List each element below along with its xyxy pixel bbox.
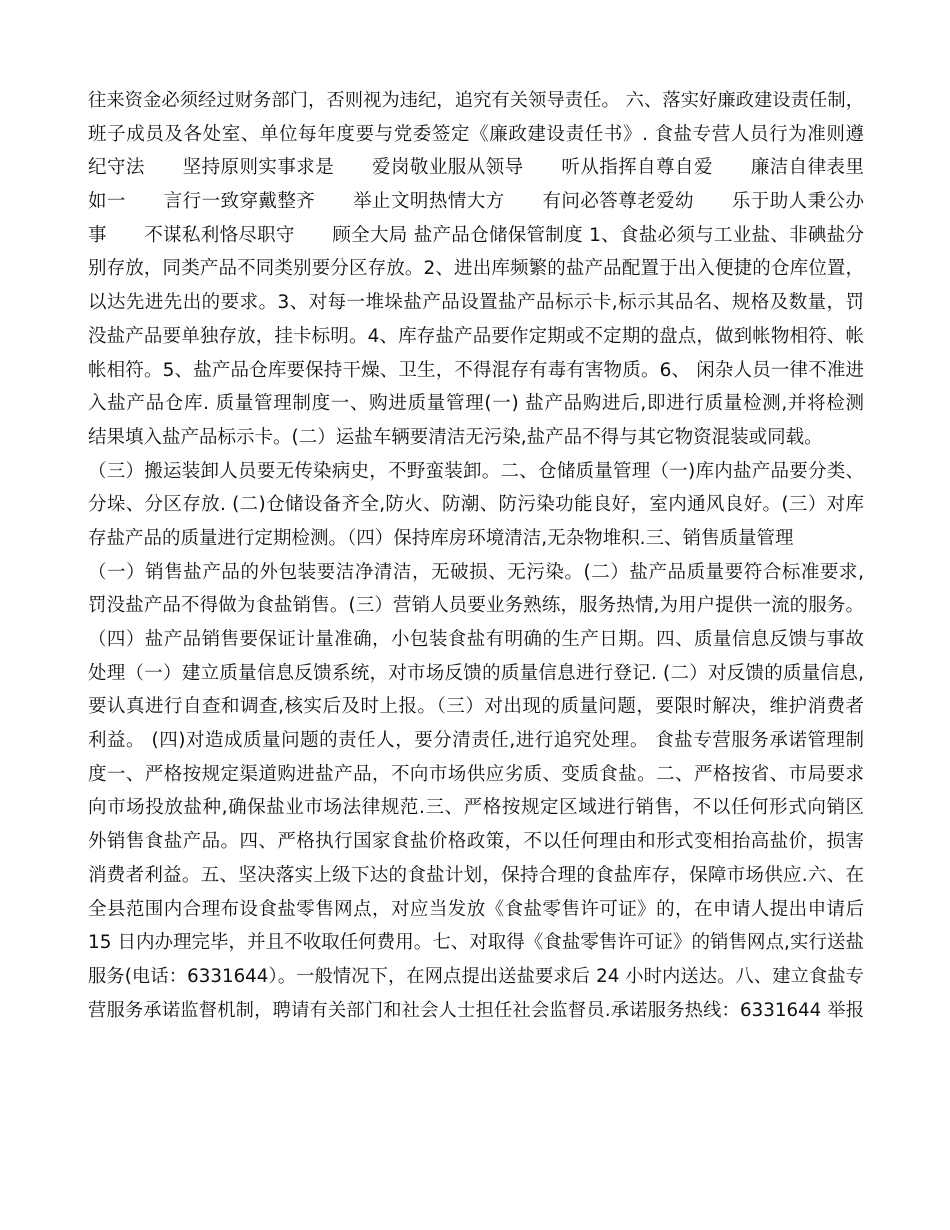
text-line: 利益。 (四)对造成质量问题的责任人，要分清责任,进行追究处理。 食盐专营服务承诺管理制 (88, 730, 864, 752)
text-line: 15 日内办理完毕，并且不收取任何费用。七、对取得《食盐零售许可证》的销售网点,实行送盐 (88, 932, 864, 954)
text-line: 如一 言行一致穿戴整齐 举止文明热情大方 有问必答尊老爱幼 乐于助人秉公办 (88, 191, 864, 213)
text-line: 处理（一）建立质量信息反馈系统，对市场反馈的质量信息进行登记. (二）对反馈的质量信息, (88, 662, 864, 684)
text-line: 班子成员及各处室、单位每年度要与党委签定《廉政建设责任书》. 食盐专营人员行为准则遵 (88, 123, 864, 145)
text-line: 外销售食盐产品。四、严格执行国家食盐价格政策，不以任何理由和形式变相抬高盐价，损害 (88, 831, 864, 853)
text-line: 别存放，同类产品不同类别要分区存放。2、进出库频繁的盐产品配置于出入便捷的仓库位置， (88, 258, 864, 280)
text-line: 帐相符。5、盐产品仓库要保持干燥、卫生，不得混存有毒有害物质。6、 闲杂人员一律不准进 (88, 359, 864, 381)
text-line: 纪守法 坚持原则实事求是 爱岗敬业服从领导 听从指挥自尊自爱 廉洁自律表里 (88, 157, 864, 179)
text-line: （一）销售盐产品的外包装要洁净清洁，无破损、无污染。(二）盐产品质量要符合标准要求, (88, 561, 864, 583)
text-line: 没盐产品要单独存放，挂卡标明。4、库存盐产品要作定期或不定期的盘点，做到帐物相符、帐 (88, 325, 864, 347)
text-line: 结果填入盐产品标示卡。(二）运盐车辆要清洁无污染,盐产品不得与其它物资混装或同载。 (88, 426, 823, 448)
text-line: 以达先进先出的要求。3、对每一堆垛盐产品设置盐产品标示卡,标示其品名、规格及数量，罚 (88, 292, 864, 314)
text-line: 全县范围内合理布设食盐零售网点，对应当发放《食盐零售许可证》的，在申请人提出申请后 (88, 898, 864, 920)
text-line: 入盐产品仓库. 质量管理制度一、购进质量管理(一) 盐产品购进后,即进行质量检测,并将检测 (88, 393, 864, 415)
text-line: 分垛、分区存放. (二)仓储设备齐全,防火、防潮、防污染功能良好，室内通风良好。(三）对库 (88, 494, 864, 516)
text-line: 向市场投放盐种,确保盐业市场法律规范.三、严格按规定区域进行销售，不以任何形式向销区 (88, 797, 864, 819)
text-line: 服务(电话：6331644）。一般情况下，在网点提出送盐要求后 24 小时内送达。八、建立食盐专 (88, 965, 864, 987)
text-line: 往来资金必须经过财务部门，否则视为违纪，追究有关领导责任。 六、落实好廉政建设责任制， (88, 90, 864, 111)
text-line: 要认真进行自查和调查,核实后及时上报。（三）对出现的质量问题，要限时解决，维护消费者 (88, 696, 864, 718)
text-line: 罚没盐产品不得做为食盐销售。(三）营销人员要业务熟练，服务热情,为用户提供一流的服务。 (88, 595, 864, 617)
text-line: （四）盐产品销售要保证计量准确，小包装食盐有明确的生产日期。四、质量信息反馈与事故 (88, 629, 864, 650)
body-text (88, 84, 864, 1027)
text-line: （三）搬运装卸人员要无传染病史，不野蛮装卸。二、仓储质量管理（一)库内盐产品要分类、 (88, 460, 864, 482)
text-line: 存盐产品的质量进行定期检测。（四）保持库房环境清洁,无杂物堆积.三、销售质量管理 (88, 527, 794, 549)
text-line: 消费者利益。五、坚决落实上级下达的食盐计划，保持合理的食盐库存，保障市场供应.六、在 (88, 864, 864, 886)
text-line: 度一、严格按规定渠道购进盐产品，不向市场供应劣质、变质食盐。二、严格按省、市局要求 (88, 763, 864, 785)
text-line: 事 不谋私利恪尽职守 顾全大局 盐产品仓储保管制度 1、食盐必须与工业盐、非碘盐分 (88, 224, 864, 246)
text-line: 营服务承诺监督机制，聘请有关部门和社会人士担任社会监督员.承诺服务热线：6331644 举报 (88, 999, 864, 1021)
